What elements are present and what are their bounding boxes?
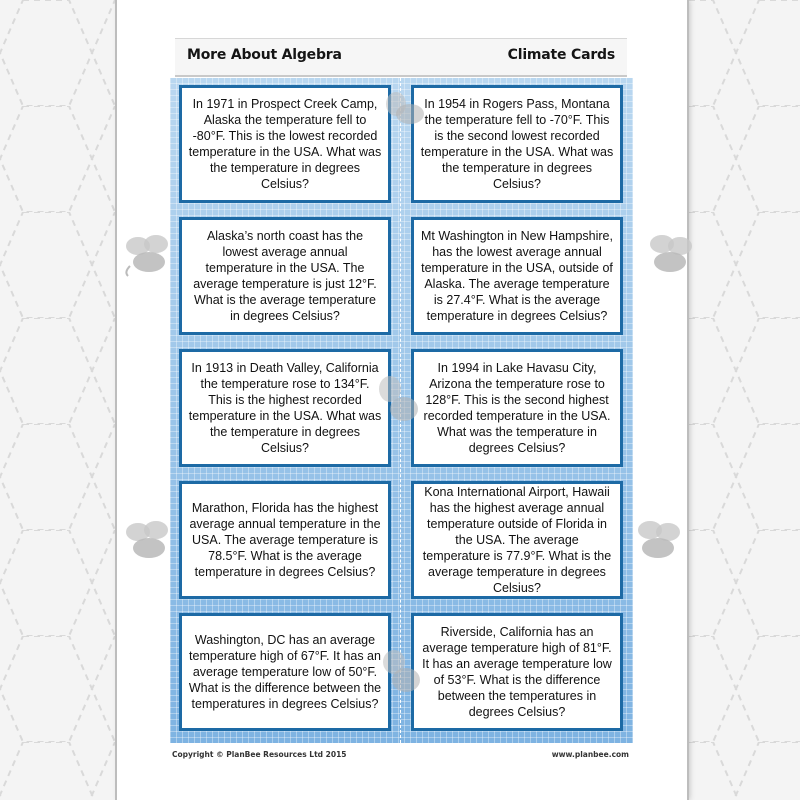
card-text: Marathon, Florida has the highest average annual temperature in the USA. The average temperature is 78.5°F. What is the average temperature in degrees Celsius? — [189, 501, 381, 579]
climate-card — [179, 349, 391, 467]
website-text: www.planbee.com — [551, 750, 629, 759]
bee-icon — [118, 232, 180, 280]
bee-icon — [628, 518, 690, 566]
bee-icon — [118, 518, 180, 566]
card-text: Alaska’s north coast has the lowest average annual temperature in the USA. The average temperature is just 12°F. What is the average temperature in degrees Celsius? — [193, 229, 377, 323]
card-text: In 1954 in Rogers Pass, Montana the temperature fell to -70°F. This is the second lowest recorded temperature in the USA. What was the temperature in degrees Celsius? — [420, 97, 614, 191]
card-text: In 1913 in Death Valley, California the temperature rose to 134°F. This is the highest recorded temperature in the USA. What was the temperature in degrees Celsius? — [188, 361, 382, 455]
climate-card — [179, 85, 391, 203]
climate-card — [179, 613, 391, 731]
card-text: In 1971 in Prospect Creek Camp, Alaska the temperature fell to -80°F. This is the lowest recorded temperature in the USA. What was the temperature in degrees Celsius? — [188, 97, 382, 191]
card-text: Mt Washington in New Hampshire, has the lowest average annual temperature in the USA, outside of Alaska. The average temperature is 27.4°F. What is the average temperature in degrees Celsius? — [421, 229, 613, 323]
climate-card — [179, 481, 391, 599]
climate-card — [411, 481, 623, 599]
climate-card — [411, 217, 623, 335]
bee-icon — [640, 232, 702, 280]
card-text: In 1994 in Lake Havasu City, Arizona the temperature rose to 128°F. This is the second highest recorded temperature in the USA. What was the temperature in degrees Celsius? — [423, 361, 611, 455]
climate-card — [411, 349, 623, 467]
card-text: Kona International Airport, Hawaii has the highest average annual temperature outside of Florida in the USA. The average temperature is 77.9°F. What is the average temperature in degrees Celsius? — [422, 485, 612, 595]
page-header — [175, 38, 627, 77]
climate-card — [411, 613, 623, 731]
card-text: Washington, DC has an average temperature high of 67°F. It has an average temperature low of 50°F. What is the difference between the temperatures in degrees Celsius? — [188, 633, 382, 711]
section-title: Climate Cards — [507, 47, 615, 63]
bee-icon — [374, 648, 428, 702]
climate-card — [179, 217, 391, 335]
bee-icon — [380, 90, 430, 136]
copyright-text: Copyright © PlanBee Resources Ltd 2015 — [172, 750, 347, 759]
card-text: Riverside, California has an average temperature high of 81°F. It has an average temperature low of 53°F. What is the difference between the temperatures in degrees Celsius? — [422, 625, 612, 719]
climate-card — [411, 85, 623, 203]
worksheet-title: More About Algebra — [187, 47, 342, 63]
bee-icon — [372, 375, 426, 431]
